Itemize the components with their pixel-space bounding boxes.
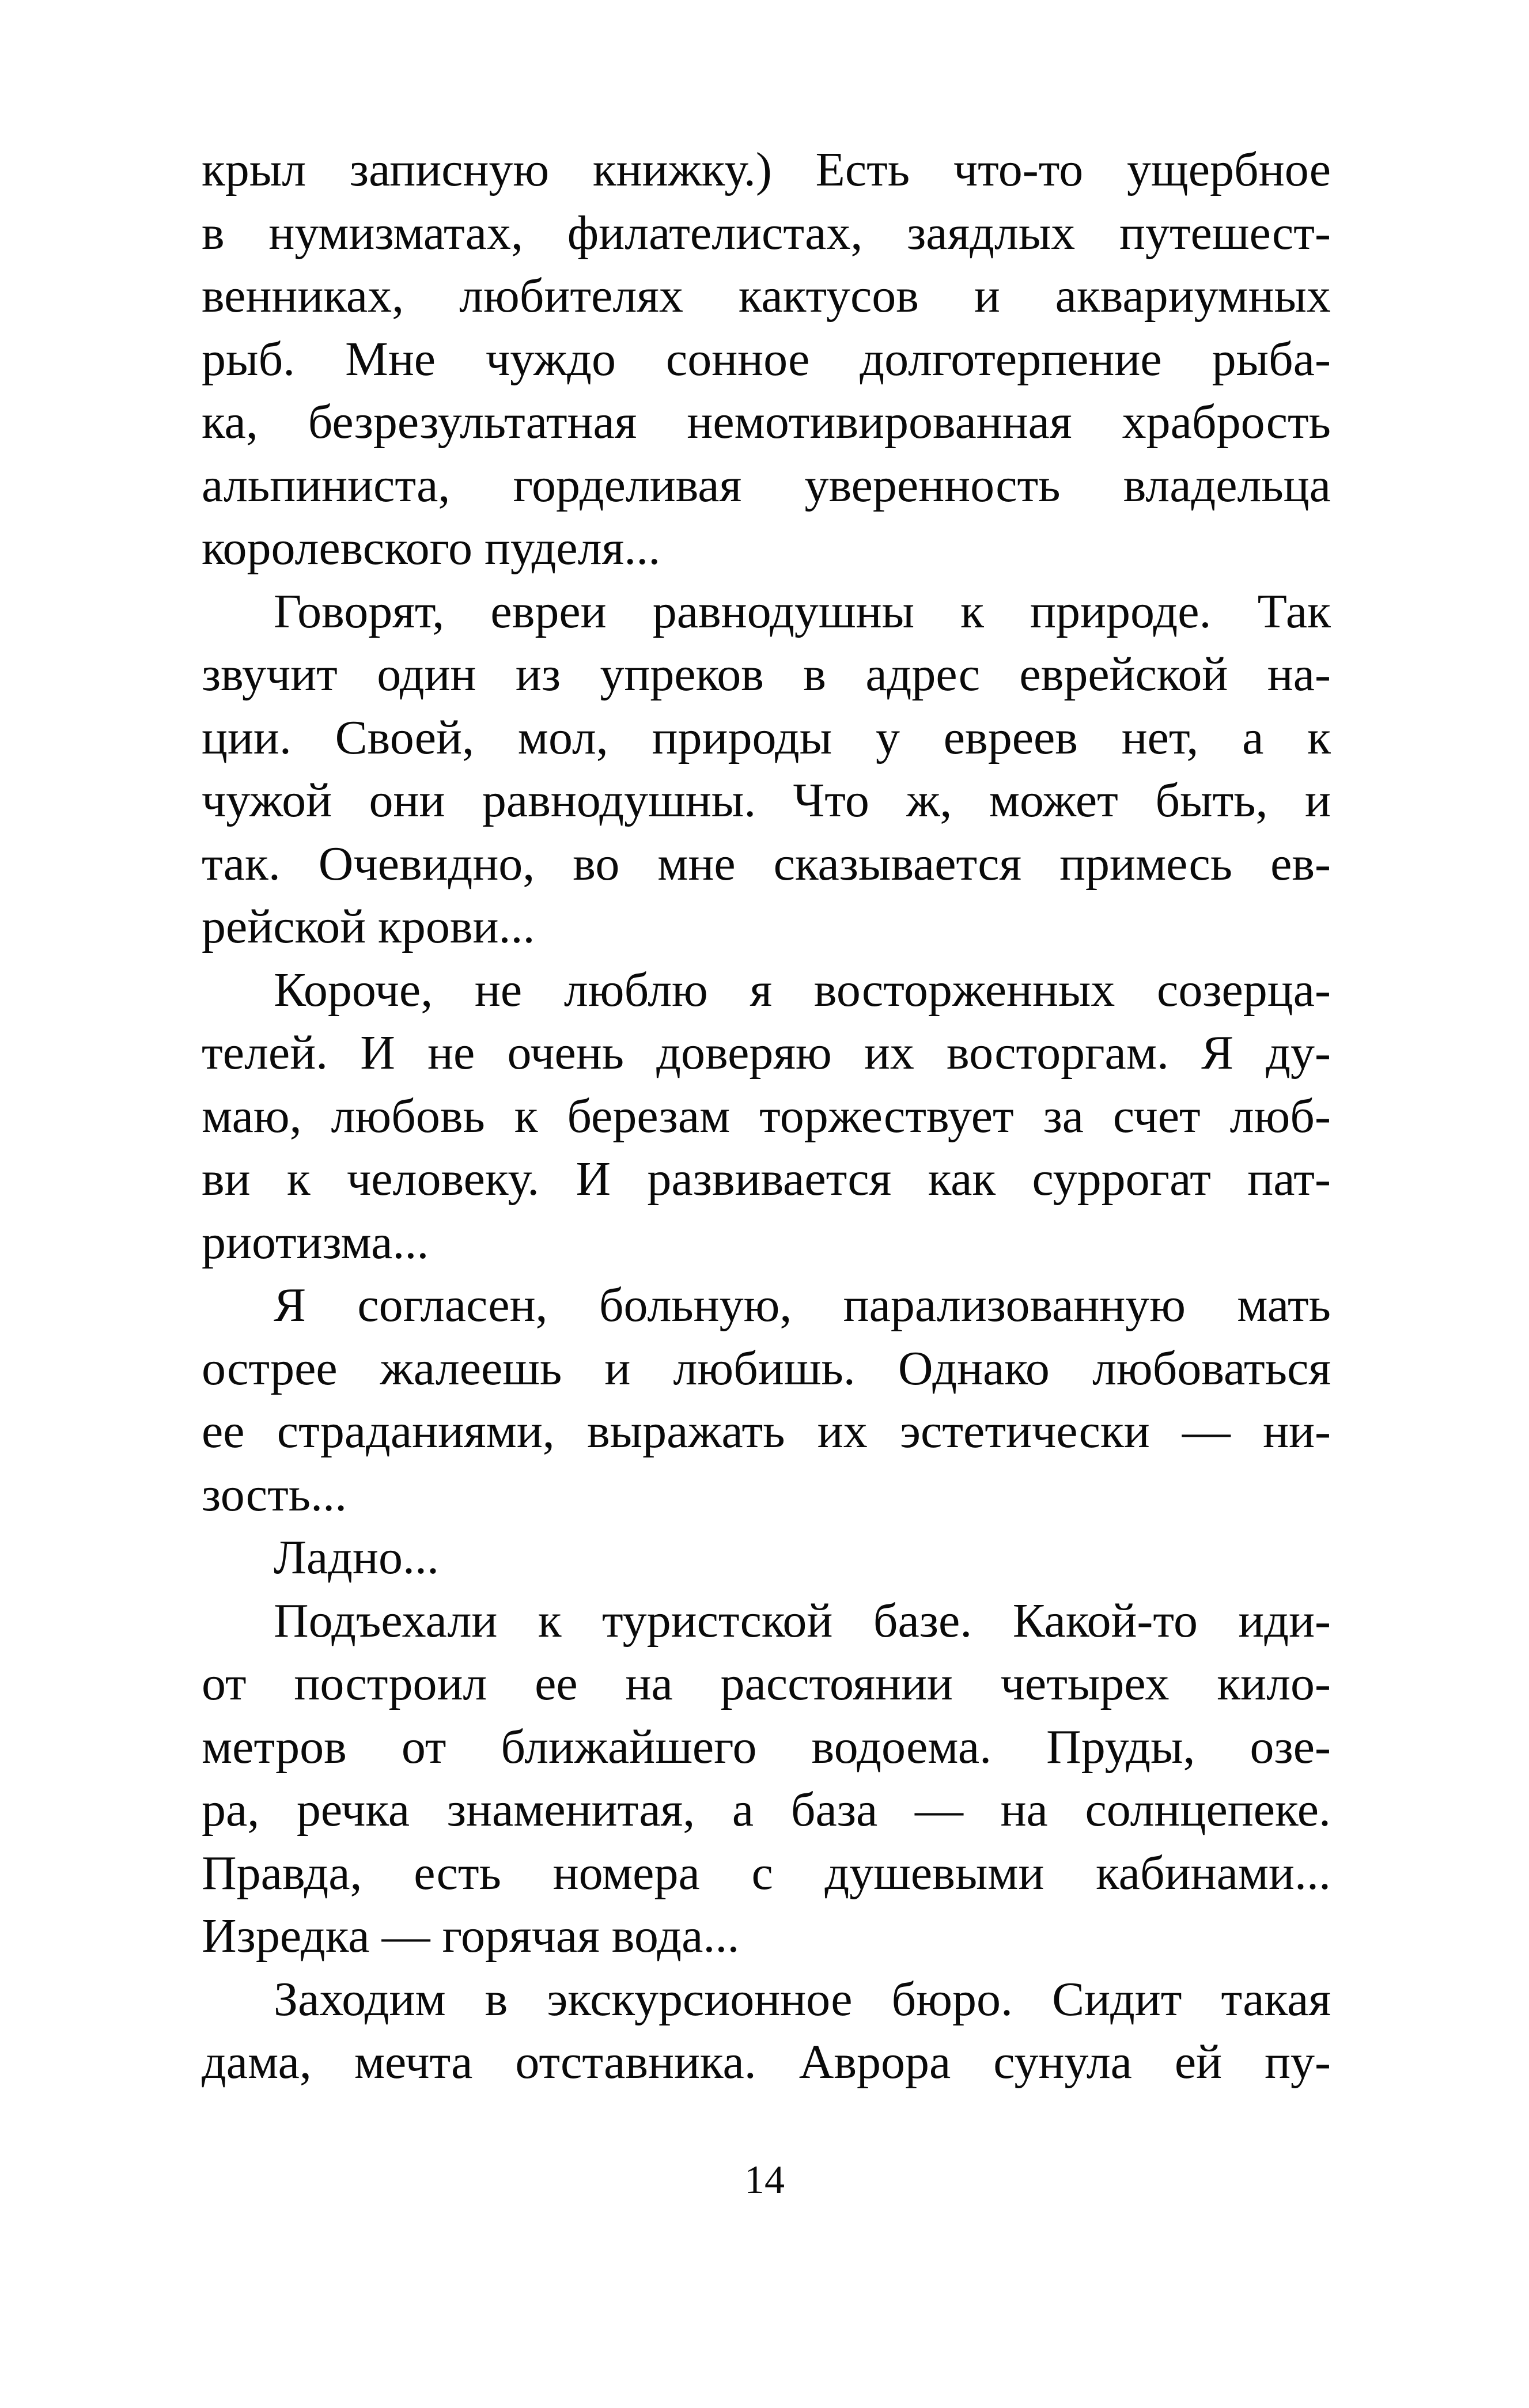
text-line: метров от ближайшего водоема. Пруды, озе-: [202, 1720, 1331, 1774]
text-line: ви к человеку. И развивается как суррогат пат-: [202, 1152, 1331, 1206]
text-line: рыб. Мне чуждо сонное долготерпение рыба-: [202, 332, 1331, 386]
text-line: телей. И не очень доверяю их восторгам. Я ду-: [202, 1026, 1331, 1080]
body-text: [202, 138, 1331, 2094]
text-line: Короче, не люблю я восторженных созерца-: [274, 963, 1331, 1017]
text-line: Заходим в экскурсионное бюро. Сидит такая: [274, 1972, 1331, 2026]
text-line: острее жалеешь и любишь. Однако любоваться: [202, 1341, 1331, 1395]
text-line: альпиниста, горделивая уверенность владельца: [202, 458, 1331, 512]
text-line: рейской крови...: [202, 900, 535, 953]
text-line: маю, любовь к березам торжествует за счет люб-: [202, 1089, 1331, 1143]
text-line: Я согласен, больную, парализованную мать: [274, 1278, 1331, 1332]
text-line: ра, речка знаменитая, а база — на солнцепеке.: [202, 1783, 1331, 1837]
text-line: зость...: [202, 1467, 347, 1521]
text-line: королевского пуделя...: [202, 521, 661, 575]
text-line: Правда, есть номера с душевыми кабинами...: [202, 1846, 1331, 1900]
text-line: Ладно...: [274, 1531, 439, 1584]
text-line: Изредка — горячая вода...: [202, 1909, 740, 1963]
text-line: риотизма...: [202, 1215, 429, 1269]
text-line: ка, безрезультатная немотивированная храбрость: [202, 395, 1331, 449]
page-number: 14: [744, 2158, 785, 2202]
text-line: ее страданиями, выражать их эстетически — ни-: [202, 1404, 1331, 1458]
text-line: венниках, любителях кактусов и аквариумных: [202, 269, 1331, 323]
text-line: от построил ее на расстоянии четырех кило-: [202, 1657, 1331, 1710]
text-line: в нумизматах, филателистах, заядлых путешест-: [202, 206, 1331, 260]
text-line: звучит один из упреков в адрес еврейской на-: [202, 648, 1331, 701]
text-line: так. Очевидно, во мне сказывается примесь ев-: [202, 836, 1331, 891]
text-line: ции. Своей, мол, природы у евреев нет, а к: [202, 710, 1331, 764]
text-line: Говорят, евреи равнодушны к природе. Так: [274, 584, 1331, 638]
text-line: дама, мечта отставника. Аврора сунула ей пу-: [202, 2035, 1331, 2089]
text-line: чужой они равнодушны. Что ж, может быть, и: [202, 774, 1331, 827]
text-line: Подъехали к туристской базе. Какой-то иди-: [274, 1593, 1331, 1648]
text-line: крыл записную книжку.) Есть что-то ущербное: [202, 143, 1331, 196]
